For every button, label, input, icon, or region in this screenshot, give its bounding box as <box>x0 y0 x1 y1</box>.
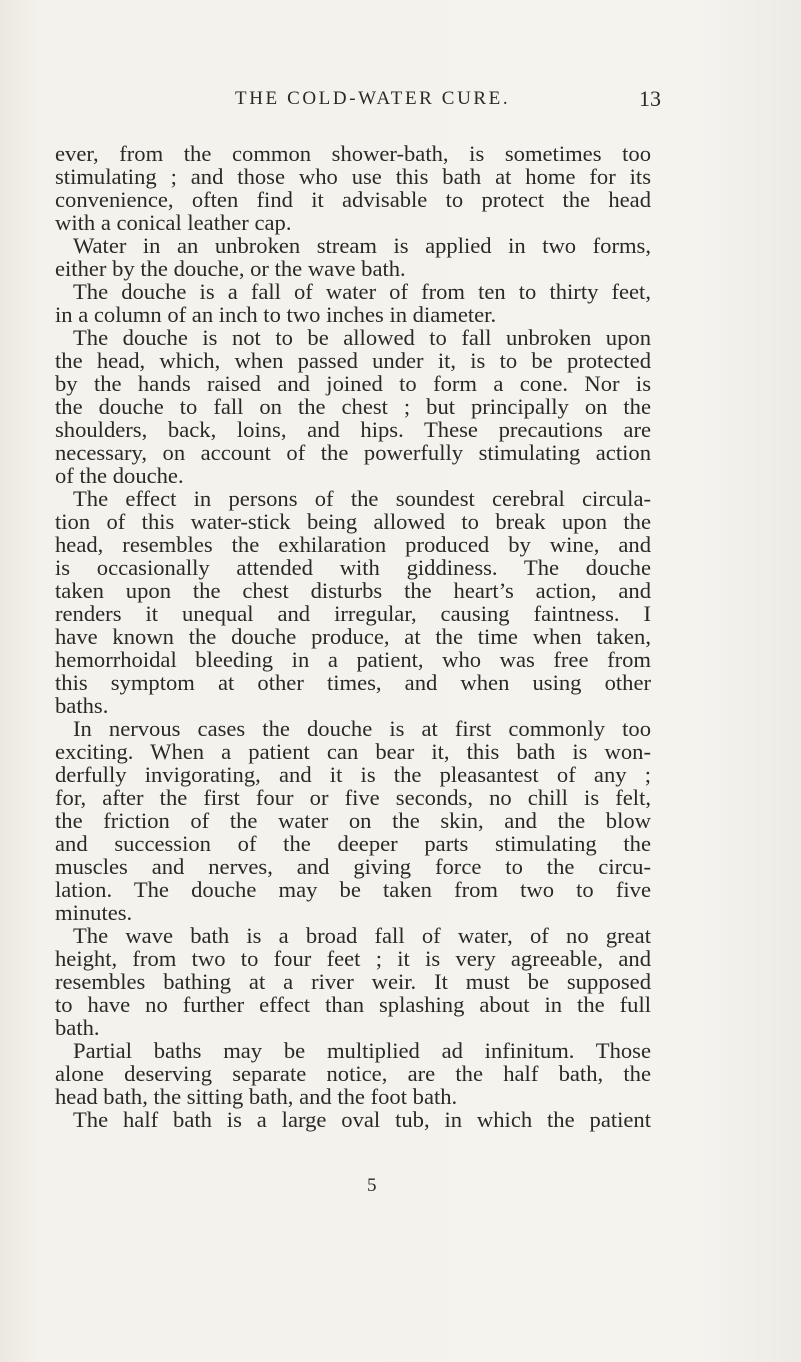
text-line: and succession of the deeper parts stimulating the <box>55 831 651 856</box>
paragraph-start: The effect in persons of the soundest cerebral circula- <box>73 486 651 511</box>
text-line: ever, from the common shower-bath, is sometimes too <box>55 141 651 166</box>
text-line: alone deserving separate notice, are the half bath, the <box>55 1061 651 1086</box>
text-line: hemorrhoidal bleeding in a patient, who was free from <box>55 647 651 672</box>
text-line: exciting. When a patient can bear it, this bath is won- <box>55 739 651 764</box>
text-line: stimulating ; and those who use this bath at home for its <box>55 164 651 189</box>
text-line: muscles and nerves, and giving force to the circu- <box>55 854 651 879</box>
text-line: tion of this water-stick being allowed to break upon the <box>55 509 651 534</box>
text-line: head, resembles the exhilaration produced by wine, and <box>55 532 651 557</box>
text-line: either by the douche, or the wave bath. <box>55 256 406 281</box>
text-line: with a conical leather cap. <box>55 210 292 235</box>
paragraph-start: The wave bath is a broad fall of water, of no great <box>73 923 651 948</box>
text-line: the head, which, when passed under it, is to be protected <box>55 348 651 373</box>
text-line: bath. <box>55 1015 100 1040</box>
text-line: taken upon the chest disturbs the heart’s action, and <box>55 578 651 603</box>
running-title: THE COLD-WATER CURE. <box>235 88 511 109</box>
page-number: 13 <box>639 86 661 111</box>
signature-mark: 5 <box>367 1175 377 1196</box>
text-line: have known the douche produce, at the time when taken, <box>55 624 651 649</box>
paragraph-start: The douche is a fall of water of from ten to thirty feet, <box>73 279 651 304</box>
paragraph-start: Partial baths may be multiplied ad infinitum. Those <box>73 1038 651 1063</box>
text-line: the friction of the water on the skin, and the blow <box>55 808 651 833</box>
text-line: shoulders, back, loins, and hips. These precautions are <box>55 417 651 442</box>
paragraph-start: Water in an unbroken stream is applied in two forms, <box>73 233 651 258</box>
text-line: head bath, the sitting bath, and the foot bath. <box>55 1084 458 1109</box>
text-line: to have no further effect than splashing about in the full <box>55 992 651 1017</box>
text-line: convenience, often find it advisable to protect the head <box>55 187 651 212</box>
text-line: lation. The douche may be taken from two to five <box>55 877 651 902</box>
text-line: minutes. <box>55 900 133 925</box>
text-line: by the hands raised and joined to form a cone. Nor is <box>55 371 651 396</box>
text-line: derfully invigorating, and it is the pleasantest of any ; <box>55 762 651 787</box>
paragraph-start: The douche is not to be allowed to fall unbroken upon <box>73 325 651 350</box>
paragraph-start: The half bath is a large oval tub, in which the patient <box>73 1107 651 1132</box>
text-line: resembles bathing at a river weir. It must be supposed <box>55 969 651 994</box>
text-line: height, from two to four feet ; it is very agreeable, and <box>55 946 651 971</box>
text-line: renders it unequal and irregular, causing faintness. I <box>55 601 651 626</box>
text-line: of the douche. <box>55 463 184 488</box>
text-line: is occasionally attended with giddiness. The douche <box>55 555 651 580</box>
text-line: the douche to fall on the chest ; but principally on the <box>55 394 651 419</box>
text-line: baths. <box>55 693 109 718</box>
text-line: for, after the first four or five seconds, no chill is felt, <box>55 785 651 810</box>
paragraph-start: In nervous cases the douche is at first commonly too <box>73 716 651 741</box>
text-line: in a column of an inch to two inches in diameter. <box>55 302 497 327</box>
text-line: necessary, on account of the powerfully stimulating action <box>55 440 651 465</box>
text-line: this symptom at other times, and when using other <box>55 670 651 695</box>
running-header <box>0 88 801 112</box>
